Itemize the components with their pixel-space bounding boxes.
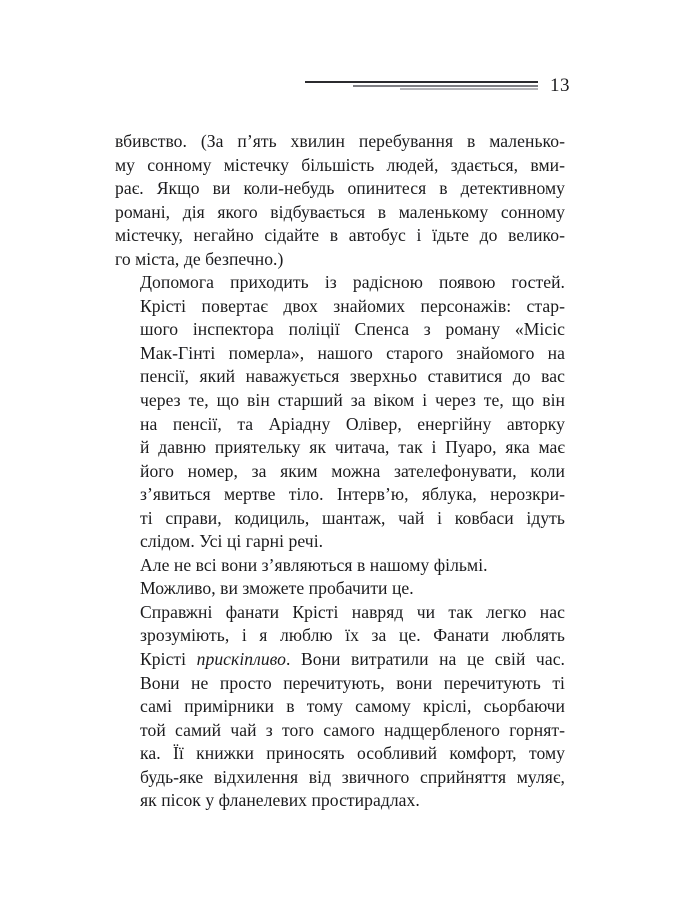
text-line: ка. Її книжки приносять особливий комфорт, тому [140, 743, 565, 764]
ornament-rule-top [305, 81, 538, 83]
text-line: його номер, за яким можна зателефонувати, коли [140, 460, 565, 481]
text-line: Можливо, ви зможете пробачити це. [140, 578, 414, 599]
text-line: рає. Якщо ви коли-небудь опинитеся в детективному [115, 178, 565, 199]
page-number: 13 [550, 74, 570, 96]
text-line: ті справи, кодициль, шантаж, чай і ковбаси ідуть [140, 507, 565, 528]
text-line: шого інспектора поліції Спенса з роману «Місіс [140, 319, 565, 340]
triple-rule-ornament-icon [305, 76, 538, 94]
text-line: Але не всі вони з’являються в нашому фільмі. [140, 554, 488, 575]
emphasis-text: прискіпливо [196, 649, 286, 670]
text-line: слідом. Усі ці гарні речі. [140, 531, 324, 552]
text-line: вбивство. (За п’ять хвилин перебування в маленько- [115, 131, 565, 151]
text-line: Крісті повертає двох знайомих персонажів: стар- [140, 295, 565, 316]
text-line: романі, дія якого відбувається в маленькому сонному [115, 201, 565, 222]
text-line: як пісок у фланелевих простирадлах. [140, 790, 420, 811]
text-line: Вони не просто перечитують, вони перечитують ті [140, 672, 565, 693]
text-line: зрозуміють, і я люблю їх за це. Фанати люблять [140, 625, 565, 646]
text-line: Крісті прискіпливо. Вони витратили на це свій час. [140, 649, 565, 670]
paragraph-5 [115, 601, 565, 813]
text-line: Справжні фанати Крісті навряд чи так легко нас [140, 601, 565, 622]
paragraph-2 [115, 271, 565, 554]
ornament-rule-middle [353, 85, 538, 87]
text-line: му сонному містечку більшість людей, здається, вми- [115, 154, 565, 175]
text-line: го міста, де безпечно.) [115, 248, 284, 269]
text-line: через те, що він старший за віком і через те, що він [140, 390, 565, 411]
text-line: самі примірники в тому самому кріслі, сьорбаючи [140, 696, 565, 717]
text-line: будь-яке відхилення від звичного сприйняття муляє, [140, 766, 565, 787]
text-block [115, 130, 565, 813]
running-head [115, 68, 570, 102]
ornament-rule-bottom [400, 88, 538, 90]
paragraph-3 [115, 554, 565, 578]
text-line: на пенсії, та Аріадну Олівер, енергійну авторку [140, 413, 565, 434]
text-line: Мак-Гінті померла», нашого старого знайомого на [140, 342, 565, 363]
text-line: містечку, негайно сідайте в автобус і їдьте до велико- [115, 225, 565, 246]
text-line: той самий чай з того самого надщербленого горнят- [140, 719, 565, 740]
text-line: й давню приятельку як читача, так і Пуаро, яка має [140, 437, 565, 458]
text-line: з’явиться мертве тіло. Інтерв’ю, яблука, нерозкри- [140, 484, 565, 505]
paragraph-1 [115, 130, 565, 271]
text-line: пенсії, який наважується зверхньо ставитися до вас [140, 366, 565, 387]
paragraph-4 [115, 577, 565, 601]
text-line: Допомога приходить із радісною появою гостей. [140, 272, 565, 293]
